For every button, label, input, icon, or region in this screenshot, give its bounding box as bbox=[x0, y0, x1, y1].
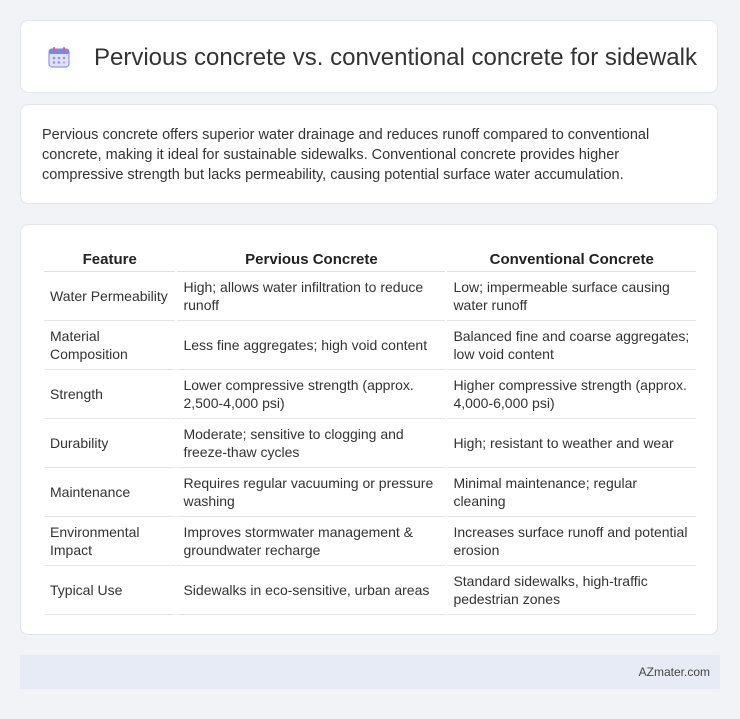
feature-cell: Durability bbox=[44, 419, 175, 468]
conventional-cell: Minimal maintenance; regular cleaning bbox=[447, 468, 696, 517]
conventional-cell: Balanced fine and coarse aggregates; low void content bbox=[447, 321, 696, 370]
table-row bbox=[44, 321, 696, 370]
pervious-cell: Sidewalks in eco-sensitive, urban areas bbox=[177, 566, 445, 615]
conventional-cell: High; resistant to weather and wear bbox=[447, 419, 696, 468]
footer-brand[interactable]: AZmater.com bbox=[638, 665, 710, 679]
footer-bar bbox=[20, 655, 720, 689]
pervious-cell: High; allows water infiltration to reduce runoff bbox=[177, 272, 445, 321]
column-header-conventional: Conventional Concrete bbox=[447, 245, 696, 272]
feature-cell: Environmental Impact bbox=[44, 517, 175, 566]
calendar-icon bbox=[48, 46, 70, 68]
table-row bbox=[44, 468, 696, 517]
pervious-cell: Improves stormwater management & groundwater recharge bbox=[177, 517, 445, 566]
summary-card bbox=[20, 104, 718, 204]
feature-cell: Water Permeability bbox=[44, 272, 175, 321]
conventional-cell: Standard sidewalks, high-traffic pedestrian zones bbox=[447, 566, 696, 615]
table-header-row bbox=[44, 245, 696, 272]
feature-cell: Maintenance bbox=[44, 468, 175, 517]
conventional-cell: Increases surface runoff and potential erosion bbox=[447, 517, 696, 566]
summary-text: Pervious concrete offers superior water drainage and reduces runoff compared to conventional concrete, making it ideal for sustainable sidewalks. Conventional concrete provides higher compressive strength but lacks permeability, causing potential surface water accumulation. bbox=[42, 127, 650, 183]
table-row bbox=[44, 419, 696, 468]
header-card bbox=[20, 20, 718, 93]
feature-cell: Strength bbox=[44, 370, 175, 419]
feature-cell: Typical Use bbox=[44, 566, 175, 615]
feature-cell: Material Composition bbox=[44, 321, 175, 370]
pervious-cell: Moderate; sensitive to clogging and freeze-thaw cycles bbox=[177, 419, 445, 468]
table-row bbox=[44, 370, 696, 419]
column-header-pervious: Pervious Concrete bbox=[177, 245, 445, 272]
comparison-table-card bbox=[20, 224, 718, 635]
column-header-feature: Feature bbox=[44, 245, 175, 272]
pervious-cell: Less fine aggregates; high void content bbox=[177, 321, 445, 370]
conventional-cell: Low; impermeable surface causing water runoff bbox=[447, 272, 696, 321]
page-title: Pervious concrete vs. conventional concrete for sidewalk bbox=[94, 44, 697, 71]
pervious-cell: Lower compressive strength (approx. 2,500-4,000 psi) bbox=[177, 370, 445, 419]
table-row bbox=[44, 517, 696, 566]
pervious-cell: Requires regular vacuuming or pressure washing bbox=[177, 468, 445, 517]
table-row bbox=[44, 566, 696, 615]
table-row bbox=[44, 272, 696, 321]
comparison-table bbox=[42, 245, 698, 615]
conventional-cell: Higher compressive strength (approx. 4,000-6,000 psi) bbox=[447, 370, 696, 419]
